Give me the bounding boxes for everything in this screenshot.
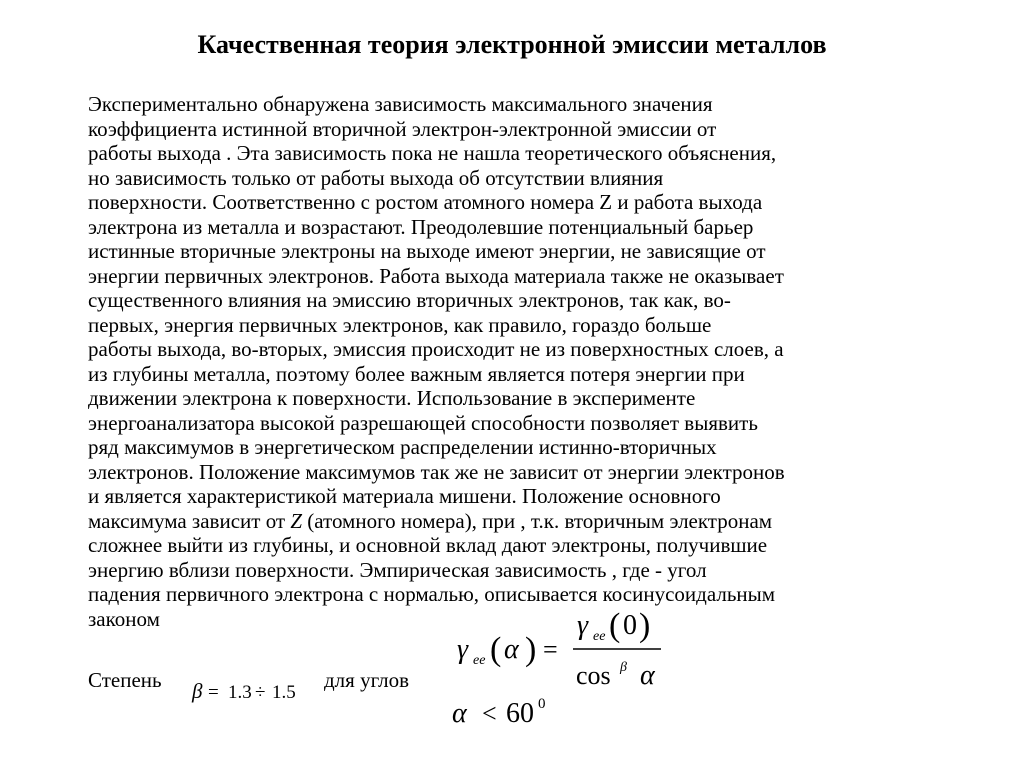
alpha-symbol: α: [452, 698, 467, 729]
text-line: сложнее выйти из глубины, и основной вклад дают электроны, получившие: [88, 533, 768, 557]
angles-label: для углов: [324, 668, 410, 692]
gamma-symbol: γ: [457, 634, 469, 665]
text-line: энергию вблизи поверхности. Эмпирическая зависимость , где - угол: [88, 557, 707, 582]
text-line: первых, энергия первичных электронов, как правило, гораздо больше: [88, 312, 712, 337]
text-line: законом: [88, 606, 160, 631]
division-sign: ÷: [255, 682, 266, 703]
cosine-law-formula: [455, 598, 675, 698]
text-line: ряд максимумов в энергетическом распределении истинно-вторичных: [88, 435, 717, 459]
alpha-symbol: α: [640, 660, 655, 691]
slide-title: Качественная теория электронной эмиссии металлов: [197, 30, 827, 59]
text-line: и является характеристикой материала мишени. Положение основного: [88, 484, 721, 508]
equals-sign: =: [208, 682, 219, 703]
text-line: Экспериментально обнаружена зависимость максимального значения: [88, 92, 713, 116]
less-than-sign: <: [482, 699, 497, 728]
degree-superscript: 0: [538, 696, 546, 712]
degree-label: Степень: [88, 668, 162, 692]
body-paragraph: [88, 92, 948, 631]
gamma-symbol: γ: [577, 610, 589, 641]
ee-subscript: ee: [473, 653, 486, 668]
text-line: из глубины металла, поэтому более важным является потеря энергии при: [88, 361, 745, 386]
right-paren: ): [525, 631, 537, 668]
cos-function: cos: [576, 661, 611, 690]
text-line: работы выхода . Эта зависимость пока не нашла теоретического объяснения,: [88, 141, 777, 165]
text-line: движении электрона к поверхности. Использование в эксперименте: [88, 386, 696, 410]
right-paren: ): [639, 607, 651, 644]
zero-argument: 0: [623, 610, 637, 641]
text-line: работы выхода, во-вторых, эмиссия происходит не из поверхностных слоев, а: [88, 337, 784, 361]
equals-sign: =: [543, 635, 558, 664]
beta-range-formula: [190, 674, 315, 708]
beta-low-value: 1.3: [228, 682, 252, 703]
angle-limit-formula: [448, 688, 568, 734]
text-line: энергии первичных электронов. Работа выхода материала также не оказывает: [88, 263, 784, 288]
text-line: но зависимость только от работы выхода об отсутствии влияния: [88, 165, 664, 190]
text-line: коэффициента истинной вторичной электрон-электронной эмиссии от: [88, 116, 717, 141]
z-variable: Z: [290, 508, 303, 533]
alpha-symbol: α: [504, 634, 519, 665]
left-paren: (: [490, 631, 502, 668]
beta-exponent: β: [620, 660, 627, 675]
text-line: существенного влияния на эмиссию вторичных электронов, так как, во-: [88, 288, 731, 312]
text-fragment: (атомного номера), при , т.к. вторичным электронам: [302, 508, 773, 533]
beta-high-value: 1.5: [272, 682, 296, 703]
text-line: электрона из металла и возрастают. Преодолевшие потенциальный барьер: [88, 214, 754, 239]
text-line: поверхности. Соответственно с ростом атомного номера Z и работа выхода: [88, 190, 763, 214]
text-line: падения первичного электрона с нормалью, описывается косинусоидальным: [88, 582, 776, 606]
left-paren: (: [609, 607, 621, 644]
beta-symbol: β: [192, 679, 203, 703]
text-line: электронов. Положение максимумов так же не зависит от энергии электронов: [88, 459, 785, 484]
angle-value: 60: [506, 698, 534, 729]
text-line-atomic-number: [88, 509, 948, 534]
ee-subscript: ee: [593, 629, 606, 644]
text-line: истинные вторичные электроны на выходе имеют энергии, не зависящие от: [88, 239, 766, 263]
text-fragment: максимума зависит от: [88, 508, 291, 533]
text-line: энергоанализатора высокой разрешающей способности позволяет выявить: [88, 410, 758, 435]
